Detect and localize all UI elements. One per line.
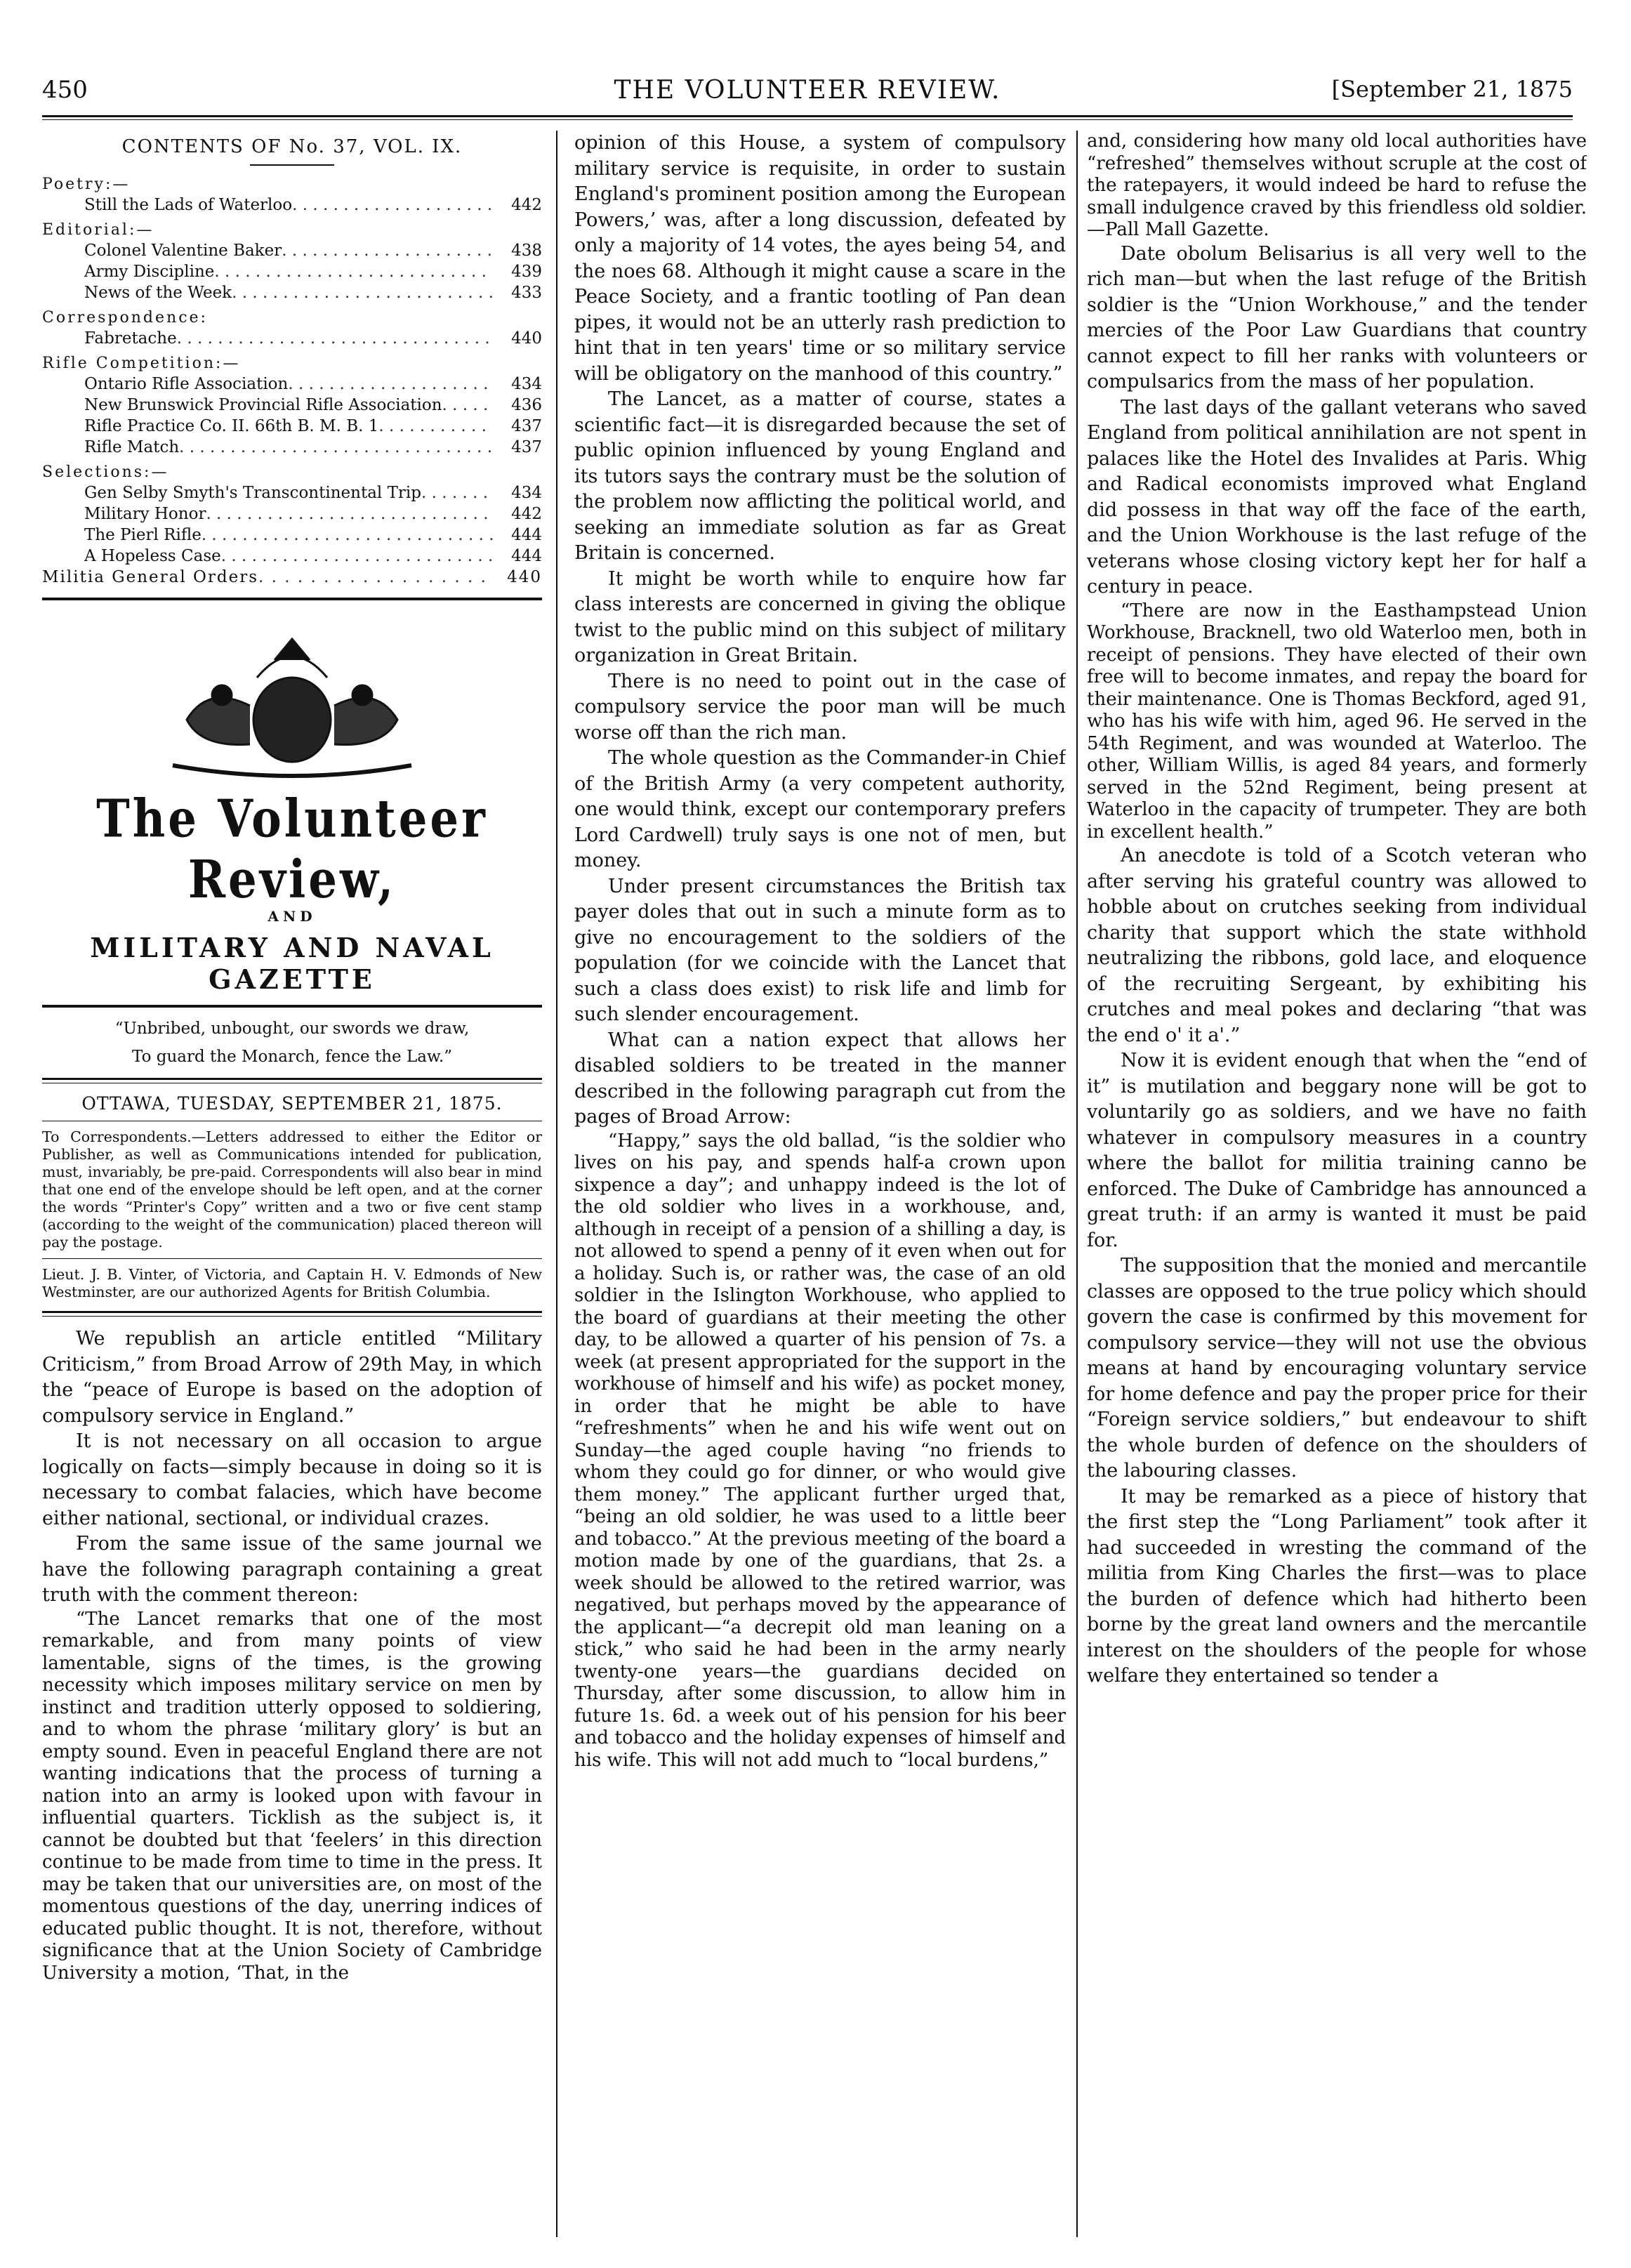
toc-entry[interactable] bbox=[42, 328, 542, 349]
toc-page: 442 bbox=[511, 196, 542, 214]
article-body bbox=[574, 131, 1066, 1772]
toc-title: Gen Selby Smyth's Transcontinental Trip bbox=[84, 484, 421, 502]
paragraph: The whole question as the Commander-in Chief of the British Army (a very competent authority, one would think, except our contemporary prefers Lord Cardwell) truly says is one not of men, but money. bbox=[574, 747, 1066, 871]
toc-entry[interactable] bbox=[42, 416, 542, 437]
masthead-title: The Volunteer Review, bbox=[96, 789, 488, 911]
paragraph: The Lancet, as a matter of course, states a scientific fact—it is disregarded because the set of public opinion influenced by young England and its tutors says the contrary must be the solution of the problem now afflicting the political world, and seeking an immediate solution as far as Great Britain is concerned. bbox=[574, 388, 1066, 564]
toc-page: 439 bbox=[511, 263, 542, 281]
toc-entry[interactable] bbox=[42, 395, 542, 416]
masthead-and: AND bbox=[268, 908, 317, 925]
toc-title: Still the Lads of Waterloo bbox=[84, 196, 293, 214]
divider bbox=[42, 1258, 542, 1259]
contents-section-rifle bbox=[42, 355, 542, 458]
section-label: Editorial:— bbox=[42, 221, 154, 239]
toc-page: 433 bbox=[511, 284, 542, 302]
divider bbox=[42, 1078, 542, 1083]
royal-crest-icon bbox=[145, 621, 440, 783]
toc-page: 442 bbox=[511, 505, 542, 523]
divider bbox=[42, 598, 542, 600]
page-number: 450 bbox=[42, 76, 88, 104]
quoted-paragraph: “There are now in the Easthampstead Union Workhouse, Bracknell, two old Waterloo men, both in receipt of pensions. They have elected of their own free will to become inmates, and repay the board for their maintenance. One is Thomas Beckford, aged 91, who has his wife with him, aged 96. He served in the 54th Regiment, and was wounded at Waterloo. The other, William Willis, is aged 84 years, and formerly served in the 52nd Regiment, being present at Waterloo in the capacity of trumpeter. They are both in excellent health.” bbox=[1087, 600, 1587, 843]
toc-title: New Brunswick Provincial Rifle Association bbox=[84, 396, 442, 414]
dateline: OTTAWA, TUESDAY, SEPTEMBER 21, 1875. bbox=[81, 1093, 503, 1114]
column-1 bbox=[42, 131, 542, 2237]
toc-page: 444 bbox=[511, 547, 542, 565]
paragraph: What can a nation expect that allows her disabled soldiers to be treated in the manner described in the following paragraph cut from the pages of Broad Arrow: bbox=[574, 1029, 1066, 1128]
toc-page: 436 bbox=[511, 396, 542, 414]
paragraph: It is not necessary on all occasion to argue logically on facts—simply because in doing so it is necessary to combat falacies, which have become either national, sectional, or individual crazes. bbox=[42, 1430, 542, 1529]
toc-entry[interactable] bbox=[42, 546, 542, 567]
page-header bbox=[42, 76, 1573, 125]
column-divider bbox=[556, 131, 557, 2237]
header-rule bbox=[42, 115, 1573, 120]
paragraph: The last days of the gallant veterans who saved England from political annihilation are not spent in palaces like the Hotel des Invalides at Paris. Whig and Radical economists improved what England did possess in that way off the face of the earth, and the Union Workhouse is the last refuge of the veterans whose closing victory kept her for half a century in peace. bbox=[1087, 396, 1587, 598]
paragraph: From the same issue of the same journal we have the following paragraph containing a great truth with the comment thereon: bbox=[42, 1533, 542, 1606]
paragraph: It may be remarked as a piece of history that the first step the “Long Parliament” took after it had succeeded in wresting the command of the militia from King Charles the first—was to place the burden of defence which had hitherto been borne by the great land owners and the mercantile interest on the shoulders of the people for whose welfare they entertained so tender a bbox=[1087, 1485, 1587, 1687]
quoted-paragraph: “Happy,” says the old ballad, “is the soldier who lives on his pay, and spends half-a crown upon sixpence a day”; and unhappy indeed is the lot of the old soldier who lives in a workhouse, and, although in receipt of a pension of a shilling a day, is not allowed to spend a penny of it even when out for a holiday. Such is, or rather was, the case of an old soldier in the Islington Workhouse, who applied to the board of guardians at their meeting the other day, to be allowed a quarter of his pension of 7s. a week (at present appropriated for the support in the workhouse of himself and his wife) as pocket money, in order that he might be able to have “refreshments” when he and his wife went out on Sunday—the aged couple having “no friends to whom they could go for dinner, or who would give them money.” The applicant further urged that, “being an old soldier, he was used to a little beer and tobacco.” At the previous meeting of the board a motion made by one of the guardians, that 2s. a week should be allowed to the retired warrior, was negatived, but perhaps moved by the appearance of the applicant—“a decrepit old man leaning on a stick,” who said he had been in the army nearly twenty-one years—the guardians decided on Thursday, after some discussion, to allow him in future 1s. 6d. a week out of his pension for his beer and tobacco and the holiday expenses of himself and his wife. This will not add much to “local burdens,” bbox=[574, 1130, 1066, 1771]
toc-title: Rifle Practice Co. II. 66th B. M. B. 1 bbox=[84, 417, 379, 435]
motto-line: To guard the Monarch, fence the Law.” bbox=[132, 1048, 452, 1066]
toc-entry[interactable] bbox=[42, 240, 542, 261]
running-title: THE VOLUNTEER REVIEW. bbox=[614, 76, 1001, 105]
header-date: [September 21, 1875 bbox=[1331, 76, 1573, 103]
toc-page: 440 bbox=[511, 329, 542, 348]
toc-title: News of the Week bbox=[84, 284, 232, 302]
toc-title: A Hopeless Case bbox=[84, 547, 221, 565]
section-label: Rifle Competition:— bbox=[42, 355, 241, 372]
toc-title: Militia General Orders bbox=[42, 568, 259, 586]
toc-entry[interactable] bbox=[42, 374, 542, 395]
toc-entry[interactable] bbox=[42, 261, 542, 282]
section-label: Selections:— bbox=[42, 463, 169, 481]
paragraph: The supposition that the monied and mercantile classes are opposed to the true policy which should govern the case is confirmed by this movement for compulsory service—they will not use the obvious means at hand by encouraging voluntary service for home defence and pay the proper price for their “Foreign service soldiers,” but endeavour to shift the whole burden of defence on the shoulders of the labouring classes. bbox=[1087, 1255, 1587, 1482]
paragraph: We republish an article entitled “Military Criticism,” from Broad Arrow of 29th May, in which the “peace of Europe is based on the adoption of compulsory service in England.” bbox=[42, 1328, 542, 1427]
toc-entry[interactable] bbox=[42, 525, 542, 546]
toc-entry[interactable] bbox=[42, 503, 542, 525]
paragraph: There is no need to point out in the case of compulsory service the poor man will be much worse off than the rich man. bbox=[574, 670, 1066, 744]
article-body bbox=[1087, 131, 1587, 1689]
toc-entry[interactable] bbox=[42, 437, 542, 458]
contents-section-selections bbox=[42, 463, 542, 567]
toc-title: The Pierl Rifle bbox=[84, 526, 202, 544]
quoted-paragraph: “The Lancet remarks that one of the most remarkable, and from many points of view lamentable, signs of the times, is the growing necessity which imposes military service on men by instinct and tradition utterly opposed to soldiering, and to whom the phrase ‘military glory’ is but an empty sound. Even in peaceful England there are not wanting indications that the process of turning a nation into an army is looked upon with favour in influential quarters. Ticklish as the subject is, it cannot be doubted but that ‘feelers’ in this direction continue to be made from time to time in the press. It may be taken that our universities are, on most of the momentous questions of the day, unerring indices of educated public thought. It is not, therefore, without significance that at the Union Society of Cambridge University a motion, ‘That, in the bbox=[42, 1608, 542, 1984]
contents-section-poetry bbox=[42, 176, 542, 216]
section-label: Poetry:— bbox=[42, 176, 131, 193]
correspondents-notice: To Correspondents.—Letters addressed to either the Editor or Publisher, as well as Communications intended for publication, must, invariably, be pre-paid. Correspondents will also bear in mind that one end of the envelope should be left open, and at the corner the words “Printer's Copy” written and a two or five cent stamp (according to the weight of the communication) placed thereon will pay the postage. bbox=[42, 1128, 542, 1251]
paragraph: opinion of this House, a system of compulsory military service is requisite, in order to sustain England's prominent position among the European Powers,’ was, after a long discussion, defeated by only a majority of 14 votes, the ayes being 54, and the noes 68. Although it might cause a scare in the Peace Society, and a frantic tootling of Pan dean pipes, it would not be an utterly rash prediction to hint that in ten years' time or so military service will be obligatory on the manhood of this country.” bbox=[574, 132, 1066, 385]
contents-title: CONTENTS OF No. 37, VOL. IX. bbox=[121, 136, 463, 157]
paragraph: Now it is evident enough that when the “end of it” is mutilation and beggary none will be got to voluntarily go as soldiers, and we have no faith whatever in compulsory measures in a country where the ballot for militia training canno be enforced. The Duke of Cambridge has announced a great truth: if an army is wanted it must be paid for. bbox=[1087, 1050, 1587, 1251]
toc-entry[interactable] bbox=[42, 482, 542, 503]
motto-line: “Unbribed, unbought, our swords we draw, bbox=[114, 1020, 470, 1038]
contents-section-correspondence bbox=[42, 309, 542, 349]
toc-title: Army Discipline bbox=[84, 263, 215, 281]
toc-page: 438 bbox=[511, 242, 542, 260]
toc-entry-militia[interactable] bbox=[42, 567, 542, 588]
column-2 bbox=[574, 131, 1066, 2237]
column-divider bbox=[1076, 131, 1078, 2237]
contents-section-editorial bbox=[42, 221, 542, 303]
agents-notice: Lieut. J. B. Vinter, of Victoria, and Captain H. V. Edmonds of New Westminster, are our authorized Agents for British Columbia. bbox=[42, 1266, 542, 1300]
toc-page: 444 bbox=[511, 526, 542, 544]
masthead-subtitle: MILITARY AND NAVAL GAZETTE bbox=[90, 932, 494, 995]
paragraph: An anecdote is told of a Scotch veteran who after serving his grateful country was allowed to hobble about on crutches seeking from individual charity that support which the state withhold neutralizing the ribbons, gold lace, and eloquence of the recruiting Sergeant, by exhibiting his crutches and meal pokes and declaring “that was the end o' it a'.” bbox=[1087, 845, 1587, 1046]
paragraph: and, considering how many old local authorities have “refreshed” themselves without scruple at the cost of the ratepayers, it would indeed be hard to refuse the small indulgence craved by this friendless old soldier.—Pall Mall Gazette. bbox=[1087, 131, 1587, 240]
paragraph: Date obolum Belisarius is all very well to the rich man—but when the last refuge of the British soldier is the “Union Workhouse,” and the tender mercies of the Poor Law Guardians that country cannot expect to fill her ranks with volunteers or compulsarics from the mass of her population. bbox=[1087, 242, 1587, 393]
paragraph: Under present circumstances the British tax payer doles that out in such a minute form as to give no encouragement to the soldiers of the population (for we coincide with the Lancet that such a class does exist) to risk life and limb for such slender encouragement. bbox=[574, 875, 1066, 1025]
toc-title: Ontario Rifle Association bbox=[84, 375, 289, 393]
toc-title: Colonel Valentine Baker bbox=[84, 242, 282, 260]
divider bbox=[42, 1311, 542, 1317]
paragraph: It might be worth while to enquire how far class interests are concerned in giving the oblique twist to the public mind on this subject of military organization in Great Britain. bbox=[574, 567, 1066, 666]
toc-page: 434 bbox=[511, 375, 542, 393]
article-body bbox=[42, 1326, 542, 1984]
toc-title: Rifle Match bbox=[84, 438, 180, 456]
toc-title: Military Honor bbox=[84, 505, 206, 523]
toc-title: Fabretache bbox=[84, 329, 177, 348]
divider bbox=[42, 1005, 542, 1008]
toc-page: 434 bbox=[511, 484, 542, 502]
toc-entry[interactable] bbox=[42, 282, 542, 303]
divider bbox=[250, 164, 334, 166]
toc-page: 437 bbox=[511, 438, 542, 456]
toc-page: 437 bbox=[511, 417, 542, 435]
section-label: Correspondence: bbox=[42, 309, 208, 327]
column-3 bbox=[1087, 131, 1587, 2237]
toc-entry[interactable] bbox=[42, 195, 542, 216]
toc-page: 440 bbox=[507, 568, 542, 586]
